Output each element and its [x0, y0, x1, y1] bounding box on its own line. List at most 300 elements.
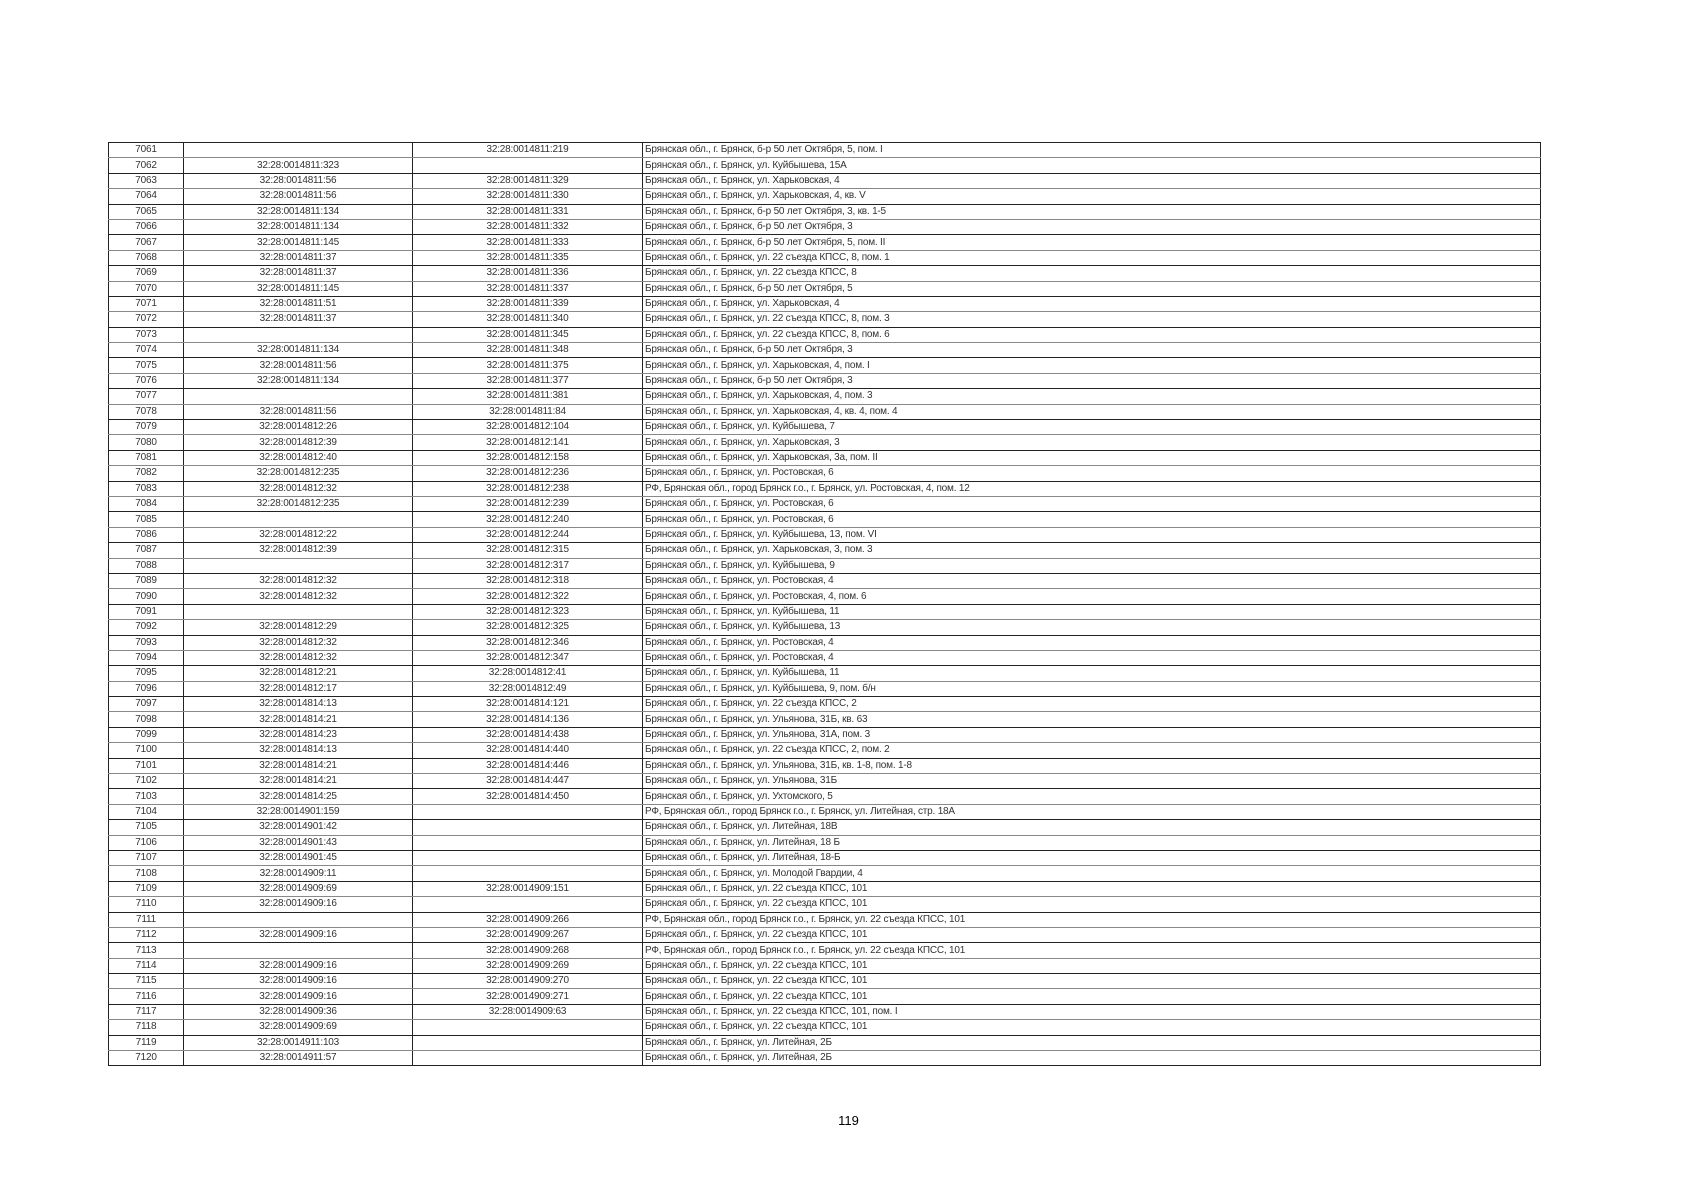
table-row	[109, 835, 1541, 850]
row-number-cell: 7113	[109, 943, 184, 958]
address-cell: Брянская обл., г. Брянск, б-р 50 лет Октября, 3	[643, 343, 1541, 358]
row-number-cell: 7082	[109, 466, 184, 481]
row-number-cell: 7098	[109, 712, 184, 727]
row-number-cell: 7061	[109, 143, 184, 158]
row-number-cell: 7097	[109, 697, 184, 712]
object-number-cell: 32:28:0014812:317	[413, 558, 643, 573]
address-cell: Брянская обл., г. Брянск, ул. Молодой Гвардии, 4	[643, 866, 1541, 881]
table-row	[109, 373, 1541, 388]
table-row	[109, 420, 1541, 435]
object-number-cell: 32:28:0014812:158	[413, 450, 643, 465]
object-number-cell: 32:28:0014814:440	[413, 743, 643, 758]
row-number-cell: 7088	[109, 558, 184, 573]
row-number-cell: 7069	[109, 266, 184, 281]
address-cell: Брянская обл., г. Брянск, ул. Куйбышева, 13, пом. VI	[643, 527, 1541, 542]
parcel-number-cell: 32:28:0014814:13	[184, 697, 413, 712]
object-number-cell: 32:28:0014812:244	[413, 527, 643, 542]
row-number-cell: 7107	[109, 850, 184, 865]
object-number-cell: 32:28:0014909:270	[413, 974, 643, 989]
row-number-cell: 7073	[109, 327, 184, 342]
address-cell: Брянская обл., г. Брянск, ул. Ухтомского, 5	[643, 789, 1541, 804]
table-row	[109, 789, 1541, 804]
parcel-number-cell: 32:28:0014814:21	[184, 774, 413, 789]
table-row	[109, 1051, 1541, 1066]
object-number-cell: 32:28:0014811:84	[413, 404, 643, 419]
table-row	[109, 804, 1541, 819]
table-row	[109, 743, 1541, 758]
table-row	[109, 343, 1541, 358]
row-number-cell: 7091	[109, 604, 184, 619]
address-cell: Брянская обл., г. Брянск, ул. Ростовская, 4	[643, 635, 1541, 650]
parcel-number-cell: 32:28:0014811:145	[184, 281, 413, 296]
object-number-cell: 32:28:0014814:121	[413, 697, 643, 712]
address-cell: Брянская обл., г. Брянск, ул. Ростовская, 4	[643, 573, 1541, 588]
table-row	[109, 250, 1541, 265]
parcel-number-cell: 32:28:0014812:40	[184, 450, 413, 465]
table-row	[109, 358, 1541, 373]
parcel-number-cell: 32:28:0014812:235	[184, 496, 413, 511]
table-row	[109, 927, 1541, 942]
parcel-number-cell: 32:28:0014814:21	[184, 712, 413, 727]
parcel-number-cell: 32:28:0014909:69	[184, 1020, 413, 1035]
row-number-cell: 7106	[109, 835, 184, 850]
row-number-cell: 7080	[109, 435, 184, 450]
table-row	[109, 866, 1541, 881]
parcel-number-cell: 32:28:0014811:56	[184, 173, 413, 188]
row-number-cell: 7103	[109, 789, 184, 804]
row-number-cell: 7090	[109, 589, 184, 604]
object-number-cell: 32:28:0014812:236	[413, 466, 643, 481]
address-cell: Брянская обл., г. Брянск, ул. Харьковская, 3а, пом. II	[643, 450, 1541, 465]
object-number-cell: 32:28:0014811:377	[413, 373, 643, 388]
table-row	[109, 697, 1541, 712]
table-row	[109, 173, 1541, 188]
address-cell: Брянская обл., г. Брянск, ул. Харьковская, 4, кв. 4, пом. 4	[643, 404, 1541, 419]
row-number-cell: 7105	[109, 820, 184, 835]
table-row	[109, 604, 1541, 619]
object-number-cell	[413, 897, 643, 912]
object-number-cell: 32:28:0014909:271	[413, 989, 643, 1004]
object-number-cell: 32:28:0014814:446	[413, 758, 643, 773]
object-number-cell: 32:28:0014811:330	[413, 189, 643, 204]
row-number-cell: 7102	[109, 774, 184, 789]
parcel-number-cell: 32:28:0014811:145	[184, 235, 413, 250]
row-number-cell: 7117	[109, 1004, 184, 1019]
address-cell: Брянская обл., г. Брянск, ул. Куйбышева, 7	[643, 420, 1541, 435]
parcel-number-cell: 32:28:0014812:32	[184, 635, 413, 650]
row-number-cell: 7101	[109, 758, 184, 773]
row-number-cell: 7064	[109, 189, 184, 204]
object-number-cell: 32:28:0014812:318	[413, 573, 643, 588]
address-cell: Брянская обл., г. Брянск, ул. 22 съезда КПСС, 101	[643, 897, 1541, 912]
object-number-cell: 32:28:0014811:340	[413, 312, 643, 327]
table-row	[109, 389, 1541, 404]
table-row	[109, 727, 1541, 742]
object-number-cell: 32:28:0014811:375	[413, 358, 643, 373]
object-number-cell	[413, 866, 643, 881]
parcel-number-cell	[184, 912, 413, 927]
parcel-number-cell: 32:28:0014811:56	[184, 189, 413, 204]
row-number-cell: 7094	[109, 650, 184, 665]
table-row	[109, 666, 1541, 681]
address-cell: Брянская обл., г. Брянск, ул. Ульянова, 31Б, кв. 1-8, пом. 1-8	[643, 758, 1541, 773]
table-row	[109, 774, 1541, 789]
row-number-cell: 7072	[109, 312, 184, 327]
row-number-cell: 7089	[109, 573, 184, 588]
table-row	[109, 650, 1541, 665]
address-cell: Брянская обл., г. Брянск, ул. 22 съезда КПСС, 8, пом. 3	[643, 312, 1541, 327]
table-row	[109, 758, 1541, 773]
address-cell: Брянская обл., г. Брянск, ул. Литейная, 18-Б	[643, 850, 1541, 865]
object-number-cell: 32:28:0014812:49	[413, 681, 643, 696]
row-number-cell: 7070	[109, 281, 184, 296]
parcel-number-cell: 32:28:0014812:32	[184, 589, 413, 604]
address-cell: Брянская обл., г. Брянск, ул. 22 съезда КПСС, 101	[643, 881, 1541, 896]
row-number-cell: 7109	[109, 881, 184, 896]
parcel-number-cell	[184, 943, 413, 958]
parcel-number-cell: 32:28:0014812:22	[184, 527, 413, 542]
table-row	[109, 327, 1541, 342]
address-cell: Брянская обл., г. Брянск, ул. Литейная, 2Б	[643, 1051, 1541, 1066]
address-cell: Брянская обл., г. Брянск, ул. Харьковская, 4, пом. 3	[643, 389, 1541, 404]
address-cell: Брянская обл., г. Брянск, ул. 22 съезда КПСС, 8, пом. 6	[643, 327, 1541, 342]
row-number-cell: 7078	[109, 404, 184, 419]
address-cell: Брянская обл., г. Брянск, ул. 22 съезда КПСС, 101	[643, 974, 1541, 989]
table-row	[109, 158, 1541, 173]
row-number-cell: 7084	[109, 496, 184, 511]
object-number-cell: 32:28:0014812:239	[413, 496, 643, 511]
table-row	[109, 635, 1541, 650]
object-number-cell: 32:28:0014812:346	[413, 635, 643, 650]
table-row	[109, 912, 1541, 927]
row-number-cell: 7115	[109, 974, 184, 989]
table-row	[109, 466, 1541, 481]
row-number-cell: 7071	[109, 296, 184, 311]
object-number-cell	[413, 1035, 643, 1050]
address-cell: Брянская обл., г. Брянск, ул. Литейная, 18 Б	[643, 835, 1541, 850]
object-number-cell: 32:28:0014811:332	[413, 219, 643, 234]
parcel-number-cell: 32:28:0014811:323	[184, 158, 413, 173]
row-number-cell: 7100	[109, 743, 184, 758]
address-cell: Брянская обл., г. Брянск, ул. Харьковская, 4	[643, 173, 1541, 188]
row-number-cell: 7119	[109, 1035, 184, 1050]
table-row	[109, 312, 1541, 327]
row-number-cell: 7110	[109, 897, 184, 912]
object-number-cell: 32:28:0014812:41	[413, 666, 643, 681]
row-number-cell: 7085	[109, 512, 184, 527]
table-row	[109, 897, 1541, 912]
parcel-number-cell: 32:28:0014812:32	[184, 481, 413, 496]
table-row	[109, 589, 1541, 604]
table-row	[109, 989, 1541, 1004]
address-cell: Брянская обл., г. Брянск, ул. 22 съезда КПСС, 8	[643, 266, 1541, 281]
table-body	[109, 143, 1541, 1066]
object-number-cell: 32:28:0014812:104	[413, 420, 643, 435]
row-number-cell: 7112	[109, 927, 184, 942]
address-cell: Брянская обл., г. Брянск, ул. Ульянова, 31Б	[643, 774, 1541, 789]
address-cell: Брянская обл., г. Брянск, ул. Ростовская, 6	[643, 512, 1541, 527]
parcel-number-cell: 32:28:0014814:23	[184, 727, 413, 742]
table-row	[109, 850, 1541, 865]
row-number-cell: 7083	[109, 481, 184, 496]
address-cell: Брянская обл., г. Брянск, б-р 50 лет Октября, 3	[643, 373, 1541, 388]
table-row	[109, 620, 1541, 635]
row-number-cell: 7081	[109, 450, 184, 465]
row-number-cell: 7075	[109, 358, 184, 373]
table-row	[109, 281, 1541, 296]
address-cell: РФ, Брянская обл., город Брянск г.о., г. Брянск, ул. 22 съезда КПСС, 101	[643, 912, 1541, 927]
row-number-cell: 7104	[109, 804, 184, 819]
row-number-cell: 7079	[109, 420, 184, 435]
parcel-number-cell: 32:28:0014811:51	[184, 296, 413, 311]
object-number-cell: 32:28:0014909:267	[413, 927, 643, 942]
address-cell: Брянская обл., г. Брянск, ул. 22 съезда КПСС, 101	[643, 989, 1541, 1004]
row-number-cell: 7086	[109, 527, 184, 542]
table-row	[109, 481, 1541, 496]
row-number-cell: 7068	[109, 250, 184, 265]
address-cell: Брянская обл., г. Брянск, ул. Ростовская, 6	[643, 496, 1541, 511]
row-number-cell: 7095	[109, 666, 184, 681]
row-number-cell: 7096	[109, 681, 184, 696]
address-cell: Брянская обл., г. Брянск, ул. 22 съезда КПСС, 101, пом. I	[643, 1004, 1541, 1019]
object-number-cell: 32:28:0014814:447	[413, 774, 643, 789]
table-row	[109, 681, 1541, 696]
table-row	[109, 189, 1541, 204]
object-number-cell: 32:28:0014909:268	[413, 943, 643, 958]
address-cell: Брянская обл., г. Брянск, б-р 50 лет Октября, 5	[643, 281, 1541, 296]
parcel-number-cell: 32:28:0014901:45	[184, 850, 413, 865]
parcel-number-cell: 32:28:0014909:16	[184, 958, 413, 973]
address-cell: Брянская обл., г. Брянск, ул. 22 съезда КПСС, 101	[643, 958, 1541, 973]
table-row	[109, 404, 1541, 419]
address-cell: Брянская обл., г. Брянск, ул. Ростовская, 6	[643, 466, 1541, 481]
object-number-cell: 32:28:0014811:331	[413, 204, 643, 219]
parcel-number-cell: 32:28:0014901:43	[184, 835, 413, 850]
parcel-number-cell: 32:28:0014909:16	[184, 989, 413, 1004]
parcel-number-cell: 32:28:0014811:37	[184, 266, 413, 281]
address-cell: Брянская обл., г. Брянск, ул. 22 съезда КПСС, 8, пом. 1	[643, 250, 1541, 265]
object-number-cell	[413, 1020, 643, 1035]
object-number-cell	[413, 850, 643, 865]
page-number: 119	[838, 1113, 859, 1128]
address-cell: Брянская обл., г. Брянск, ул. Ульянова, 31А, пом. 3	[643, 727, 1541, 742]
parcel-number-cell: 32:28:0014911:103	[184, 1035, 413, 1050]
table-row	[109, 958, 1541, 973]
parcel-number-cell: 32:28:0014814:25	[184, 789, 413, 804]
parcel-number-cell: 32:28:0014909:16	[184, 897, 413, 912]
row-number-cell: 7067	[109, 235, 184, 250]
parcel-number-cell: 32:28:0014811:134	[184, 343, 413, 358]
object-number-cell: 32:28:0014812:323	[413, 604, 643, 619]
row-number-cell: 7118	[109, 1020, 184, 1035]
object-number-cell: 32:28:0014811:333	[413, 235, 643, 250]
address-cell: Брянская обл., г. Брянск, ул. Куйбышева, 9	[643, 558, 1541, 573]
object-number-cell: 32:28:0014909:63	[413, 1004, 643, 1019]
address-cell: Брянская обл., г. Брянск, ул. Харьковская, 4, кв. V	[643, 189, 1541, 204]
parcel-number-cell: 32:28:0014811:134	[184, 373, 413, 388]
object-number-cell	[413, 835, 643, 850]
parcel-number-cell: 32:28:0014812:32	[184, 573, 413, 588]
parcel-number-cell: 32:28:0014812:235	[184, 466, 413, 481]
object-number-cell	[413, 804, 643, 819]
address-cell: Брянская обл., г. Брянск, ул. Куйбышева, 9, пом. б/н	[643, 681, 1541, 696]
parcel-number-cell: 32:28:0014901:42	[184, 820, 413, 835]
row-number-cell: 7076	[109, 373, 184, 388]
object-number-cell: 32:28:0014909:266	[413, 912, 643, 927]
row-number-cell: 7114	[109, 958, 184, 973]
address-cell: Брянская обл., г. Брянск, б-р 50 лет Октября, 5, пом. I	[643, 143, 1541, 158]
table-row	[109, 204, 1541, 219]
row-number-cell: 7111	[109, 912, 184, 927]
object-number-cell: 32:28:0014811:345	[413, 327, 643, 342]
object-number-cell: 32:28:0014811:381	[413, 389, 643, 404]
parcel-number-cell: 32:28:0014909:36	[184, 1004, 413, 1019]
parcel-number-cell: 32:28:0014812:39	[184, 543, 413, 558]
row-number-cell: 7063	[109, 173, 184, 188]
address-cell: Брянская обл., г. Брянск, ул. Ростовская, 4, пом. 6	[643, 589, 1541, 604]
row-number-cell: 7087	[109, 543, 184, 558]
parcel-number-cell	[184, 389, 413, 404]
address-cell: Брянская обл., г. Брянск, ул. Куйбышева, 13	[643, 620, 1541, 635]
object-number-cell: 32:28:0014909:269	[413, 958, 643, 973]
row-number-cell: 7092	[109, 620, 184, 635]
parcel-table	[108, 142, 1541, 1066]
parcel-number-cell	[184, 558, 413, 573]
object-number-cell: 32:28:0014909:151	[413, 881, 643, 896]
object-number-cell: 32:28:0014812:322	[413, 589, 643, 604]
parcel-number-cell	[184, 143, 413, 158]
table-row	[109, 527, 1541, 542]
address-cell: Брянская обл., г. Брянск, ул. Ульянова, 31Б, кв. 63	[643, 712, 1541, 727]
object-number-cell: 32:28:0014811:337	[413, 281, 643, 296]
table-row	[109, 1004, 1541, 1019]
parcel-number-cell: 32:28:0014812:32	[184, 650, 413, 665]
object-number-cell: 32:28:0014814:136	[413, 712, 643, 727]
parcel-number-cell: 32:28:0014911:57	[184, 1051, 413, 1066]
table-row	[109, 1020, 1541, 1035]
row-number-cell: 7066	[109, 219, 184, 234]
object-number-cell	[413, 1051, 643, 1066]
row-number-cell: 7074	[109, 343, 184, 358]
object-number-cell	[413, 820, 643, 835]
address-cell: РФ, Брянская обл., город Брянск г.о., г. Брянск, ул. Литейная, стр. 18А	[643, 804, 1541, 819]
object-number-cell: 32:28:0014811:219	[413, 143, 643, 158]
object-number-cell	[413, 158, 643, 173]
table-row	[109, 943, 1541, 958]
table-row	[109, 235, 1541, 250]
table-row	[109, 296, 1541, 311]
object-number-cell: 32:28:0014811:336	[413, 266, 643, 281]
row-number-cell: 7077	[109, 389, 184, 404]
table-row	[109, 143, 1541, 158]
parcel-number-cell: 32:28:0014812:29	[184, 620, 413, 635]
table-row	[109, 881, 1541, 896]
row-number-cell: 7116	[109, 989, 184, 1004]
object-number-cell: 32:28:0014814:450	[413, 789, 643, 804]
address-cell: Брянская обл., г. Брянск, ул. Куйбышева, 11	[643, 604, 1541, 619]
parcel-number-cell: 32:28:0014811:134	[184, 204, 413, 219]
parcel-number-cell: 32:28:0014811:56	[184, 358, 413, 373]
object-number-cell: 32:28:0014811:335	[413, 250, 643, 265]
address-cell: Брянская обл., г. Брянск, ул. Куйбышева, 15А	[643, 158, 1541, 173]
address-cell: Брянская обл., г. Брянск, ул. 22 съезда КПСС, 2	[643, 697, 1541, 712]
parcel-number-cell: 32:28:0014909:16	[184, 927, 413, 942]
row-number-cell: 7099	[109, 727, 184, 742]
object-number-cell: 32:28:0014812:240	[413, 512, 643, 527]
address-cell: Брянская обл., г. Брянск, ул. 22 съезда КПСС, 2, пом. 2	[643, 743, 1541, 758]
address-cell: Брянская обл., г. Брянск, ул. 22 съезда КПСС, 101	[643, 927, 1541, 942]
parcel-number-cell: 32:28:0014811:56	[184, 404, 413, 419]
table-row	[109, 496, 1541, 511]
table-row	[109, 543, 1541, 558]
row-number-cell: 7062	[109, 158, 184, 173]
parcel-number-cell: 32:28:0014901:159	[184, 804, 413, 819]
address-cell: Брянская обл., г. Брянск, ул. Харьковская, 4, пом. I	[643, 358, 1541, 373]
object-number-cell: 32:28:0014811:348	[413, 343, 643, 358]
address-cell: Брянская обл., г. Брянск, ул. Литейная, 18В	[643, 820, 1541, 835]
object-number-cell: 32:28:0014811:339	[413, 296, 643, 311]
object-number-cell: 32:28:0014814:438	[413, 727, 643, 742]
address-cell: Брянская обл., г. Брянск, б-р 50 лет Октября, 3	[643, 219, 1541, 234]
table-row	[109, 450, 1541, 465]
table-row	[109, 712, 1541, 727]
object-number-cell: 32:28:0014812:141	[413, 435, 643, 450]
object-number-cell: 32:28:0014812:315	[413, 543, 643, 558]
row-number-cell: 7065	[109, 204, 184, 219]
address-cell: РФ, Брянская обл., город Брянск г.о., г. Брянск, ул. 22 съезда КПСС, 101	[643, 943, 1541, 958]
parcel-number-cell	[184, 512, 413, 527]
address-cell: Брянская обл., г. Брянск, б-р 50 лет Октября, 3, кв. 1-5	[643, 204, 1541, 219]
address-cell: Брянская обл., г. Брянск, ул. Куйбышева, 11	[643, 666, 1541, 681]
parcel-number-cell: 32:28:0014909:69	[184, 881, 413, 896]
address-cell: Брянская обл., г. Брянск, ул. Ростовская, 4	[643, 650, 1541, 665]
parcel-number-cell: 32:28:0014811:37	[184, 312, 413, 327]
object-number-cell: 32:28:0014811:329	[413, 173, 643, 188]
parcel-number-cell: 32:28:0014812:39	[184, 435, 413, 450]
parcel-number-cell	[184, 604, 413, 619]
address-cell: Брянская обл., г. Брянск, ул. Литейная, 2Б	[643, 1035, 1541, 1050]
address-cell: Брянская обл., г. Брянск, ул. Харьковская, 3, пом. 3	[643, 543, 1541, 558]
table-row	[109, 266, 1541, 281]
address-cell: Брянская обл., г. Брянск, ул. Харьковская, 3	[643, 435, 1541, 450]
row-number-cell: 7108	[109, 866, 184, 881]
parcel-number-cell: 32:28:0014814:13	[184, 743, 413, 758]
parcel-number-cell	[184, 327, 413, 342]
parcel-number-cell: 32:28:0014814:21	[184, 758, 413, 773]
row-number-cell: 7120	[109, 1051, 184, 1066]
address-cell: РФ, Брянская обл., город Брянск г.о., г. Брянск, ул. Ростовская, 4, пом. 12	[643, 481, 1541, 496]
address-cell: Брянская обл., г. Брянск, ул. Харьковская, 4	[643, 296, 1541, 311]
table-row	[109, 219, 1541, 234]
table-row	[109, 573, 1541, 588]
table-row	[109, 512, 1541, 527]
table-row	[109, 820, 1541, 835]
object-number-cell: 32:28:0014812:325	[413, 620, 643, 635]
parcel-number-cell: 32:28:0014812:26	[184, 420, 413, 435]
parcel-number-cell: 32:28:0014812:21	[184, 666, 413, 681]
row-number-cell: 7093	[109, 635, 184, 650]
parcel-number-cell: 32:28:0014812:17	[184, 681, 413, 696]
table-row	[109, 974, 1541, 989]
object-number-cell: 32:28:0014812:238	[413, 481, 643, 496]
parcel-number-cell: 32:28:0014909:11	[184, 866, 413, 881]
parcel-number-cell: 32:28:0014811:37	[184, 250, 413, 265]
table-row	[109, 435, 1541, 450]
object-number-cell: 32:28:0014812:347	[413, 650, 643, 665]
address-cell: Брянская обл., г. Брянск, б-р 50 лет Октября, 5, пом. II	[643, 235, 1541, 250]
parcel-number-cell: 32:28:0014909:16	[184, 974, 413, 989]
table-row	[109, 1035, 1541, 1050]
